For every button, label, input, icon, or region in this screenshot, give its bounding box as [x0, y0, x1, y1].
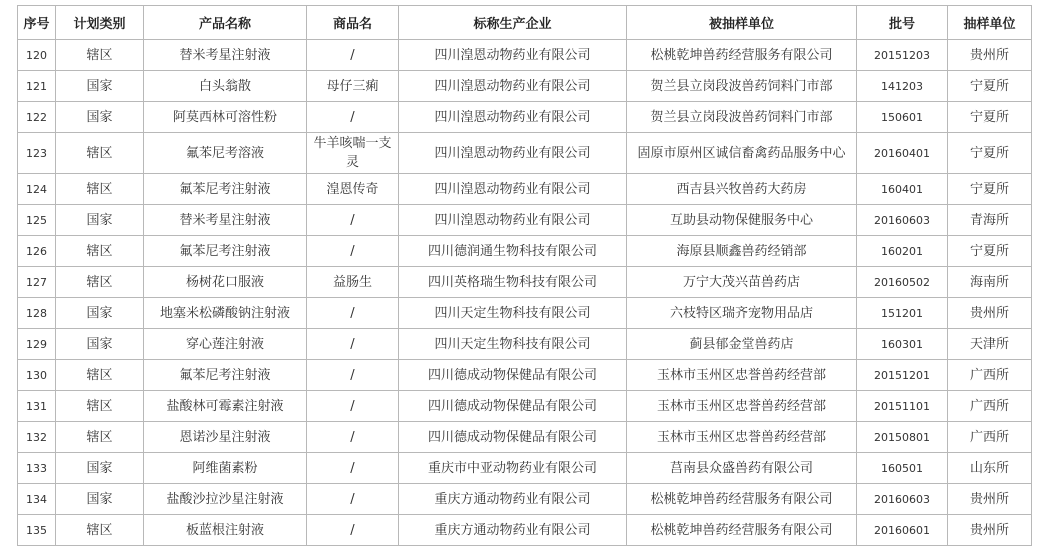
cell-batch: 20160603 [857, 205, 948, 236]
table-row [18, 71, 1032, 102]
table-row [18, 422, 1032, 453]
table-row [18, 133, 1032, 174]
table-row [18, 360, 1032, 391]
table-row [18, 174, 1032, 205]
cell-sampler: 宁夏所 [948, 102, 1032, 133]
cell-batch: 141203 [857, 71, 948, 102]
cell-trade-name: / [307, 205, 399, 236]
cell-index: 129 [18, 329, 56, 360]
cell-trade-name: 湟恩传奇 [307, 174, 399, 205]
cell-trade-name: / [307, 236, 399, 267]
cell-index: 131 [18, 391, 56, 422]
table-row [18, 391, 1032, 422]
cell-sampled-unit: 玉林市玉州区忠誉兽药经营部 [627, 360, 857, 391]
cell-manufacturer: 四川湟恩动物药业有限公司 [399, 174, 627, 205]
cell-plan-type: 国家 [56, 71, 144, 102]
cell-trade-name: / [307, 298, 399, 329]
cell-sampled-unit: 万宁大茂兴苗兽药店 [627, 267, 857, 298]
cell-sampled-unit: 贺兰县立岗段波兽药饲料门市部 [627, 71, 857, 102]
cell-plan-type: 辖区 [56, 236, 144, 267]
cell-batch: 20151101 [857, 391, 948, 422]
cell-trade-name: / [307, 102, 399, 133]
cell-index: 135 [18, 515, 56, 546]
cell-manufacturer: 四川湟恩动物药业有限公司 [399, 133, 627, 174]
cell-manufacturer: 四川湟恩动物药业有限公司 [399, 102, 627, 133]
cell-manufacturer: 重庆市中亚动物药业有限公司 [399, 453, 627, 484]
cell-trade-name: / [307, 329, 399, 360]
cell-sampled-unit: 贺兰县立岗段波兽药饲料门市部 [627, 102, 857, 133]
col-header-plan-type: 计划类别 [56, 6, 144, 40]
sampling-table [17, 5, 1032, 546]
cell-product-name: 盐酸沙拉沙星注射液 [144, 484, 307, 515]
cell-trade-name: 益肠生 [307, 267, 399, 298]
cell-sampled-unit: 互助县动物保健服务中心 [627, 205, 857, 236]
cell-plan-type: 国家 [56, 205, 144, 236]
cell-plan-type: 国家 [56, 329, 144, 360]
cell-sampler: 贵州所 [948, 484, 1032, 515]
cell-index: 125 [18, 205, 56, 236]
table-wrapper [17, 5, 1032, 546]
cell-product-name: 地塞米松磷酸钠注射液 [144, 298, 307, 329]
col-header-sampler: 抽样单位 [948, 6, 1032, 40]
cell-sampled-unit: 松桃乾坤兽药经营服务有限公司 [627, 515, 857, 546]
cell-batch: 160401 [857, 174, 948, 205]
cell-manufacturer: 四川德成动物保健品有限公司 [399, 422, 627, 453]
table-row [18, 267, 1032, 298]
table-row [18, 329, 1032, 360]
cell-index: 121 [18, 71, 56, 102]
cell-manufacturer: 四川德成动物保健品有限公司 [399, 360, 627, 391]
cell-plan-type: 辖区 [56, 174, 144, 205]
cell-product-name: 阿维菌素粉 [144, 453, 307, 484]
cell-trade-name: / [307, 360, 399, 391]
cell-product-name: 氟苯尼考注射液 [144, 174, 307, 205]
cell-manufacturer: 四川湟恩动物药业有限公司 [399, 205, 627, 236]
cell-product-name: 板蓝根注射液 [144, 515, 307, 546]
cell-batch: 20151201 [857, 360, 948, 391]
cell-sampler: 广西所 [948, 391, 1032, 422]
cell-batch: 20151203 [857, 40, 948, 71]
cell-manufacturer: 四川湟恩动物药业有限公司 [399, 71, 627, 102]
col-header-trade-name: 商品名 [307, 6, 399, 40]
cell-sampler: 青海所 [948, 205, 1032, 236]
cell-sampled-unit: 海原县顺鑫兽药经销部 [627, 236, 857, 267]
table-row [18, 205, 1032, 236]
cell-batch: 160501 [857, 453, 948, 484]
cell-plan-type: 辖区 [56, 422, 144, 453]
table-row [18, 298, 1032, 329]
cell-batch: 20150801 [857, 422, 948, 453]
cell-sampler: 贵州所 [948, 40, 1032, 71]
cell-manufacturer: 重庆方通动物药业有限公司 [399, 515, 627, 546]
cell-sampled-unit: 六枝特区瑞齐宠物用品店 [627, 298, 857, 329]
cell-plan-type: 国家 [56, 298, 144, 329]
cell-sampled-unit: 莒南县众盛兽药有限公司 [627, 453, 857, 484]
cell-plan-type: 国家 [56, 484, 144, 515]
table-row [18, 515, 1032, 546]
cell-trade-name: / [307, 40, 399, 71]
cell-manufacturer: 四川湟恩动物药业有限公司 [399, 40, 627, 71]
col-header-batch: 批号 [857, 6, 948, 40]
table-row [18, 40, 1032, 71]
cell-plan-type: 国家 [56, 102, 144, 133]
cell-sampler: 宁夏所 [948, 236, 1032, 267]
cell-batch: 20160601 [857, 515, 948, 546]
cell-product-name: 杨树花口服液 [144, 267, 307, 298]
cell-product-name: 替米考星注射液 [144, 205, 307, 236]
cell-sampler: 山东所 [948, 453, 1032, 484]
cell-trade-name: 母仔三痢 [307, 71, 399, 102]
cell-plan-type: 辖区 [56, 360, 144, 391]
cell-manufacturer: 四川英格瑞生物科技有限公司 [399, 267, 627, 298]
cell-product-name: 盐酸林可霉素注射液 [144, 391, 307, 422]
cell-trade-name: 牛羊咳喘一支灵 [307, 133, 399, 174]
cell-batch: 160201 [857, 236, 948, 267]
cell-trade-name: / [307, 484, 399, 515]
cell-manufacturer: 四川天定生物科技有限公司 [399, 298, 627, 329]
cell-batch: 150601 [857, 102, 948, 133]
cell-sampled-unit: 固原市原州区诚信畜禽药品服务中心 [627, 133, 857, 174]
cell-sampled-unit: 松桃乾坤兽药经营服务有限公司 [627, 484, 857, 515]
cell-sampler: 贵州所 [948, 298, 1032, 329]
cell-product-name: 氟苯尼考注射液 [144, 236, 307, 267]
table-row [18, 236, 1032, 267]
cell-index: 133 [18, 453, 56, 484]
cell-sampler: 广西所 [948, 422, 1032, 453]
cell-product-name: 氟苯尼考注射液 [144, 360, 307, 391]
cell-product-name: 氟苯尼考溶液 [144, 133, 307, 174]
cell-sampler: 广西所 [948, 360, 1032, 391]
col-header-manufacturer: 标称生产企业 [399, 6, 627, 40]
cell-index: 132 [18, 422, 56, 453]
cell-sampled-unit: 松桃乾坤兽药经营服务有限公司 [627, 40, 857, 71]
cell-trade-name: / [307, 515, 399, 546]
col-header-sampled-unit: 被抽样单位 [627, 6, 857, 40]
cell-batch: 151201 [857, 298, 948, 329]
cell-index: 130 [18, 360, 56, 391]
table-row [18, 102, 1032, 133]
cell-index: 134 [18, 484, 56, 515]
cell-product-name: 恩诺沙星注射液 [144, 422, 307, 453]
cell-index: 120 [18, 40, 56, 71]
table-row [18, 453, 1032, 484]
col-header-index: 序号 [18, 6, 56, 40]
cell-product-name: 白头翁散 [144, 71, 307, 102]
cell-index: 123 [18, 133, 56, 174]
cell-trade-name: / [307, 453, 399, 484]
table-row [18, 484, 1032, 515]
cell-batch: 20160603 [857, 484, 948, 515]
cell-plan-type: 辖区 [56, 391, 144, 422]
cell-sampled-unit: 玉林市玉州区忠誉兽药经营部 [627, 391, 857, 422]
cell-index: 127 [18, 267, 56, 298]
cell-plan-type: 国家 [56, 453, 144, 484]
cell-index: 128 [18, 298, 56, 329]
col-header-product-name: 产品名称 [144, 6, 307, 40]
header-row [18, 6, 1032, 40]
cell-manufacturer: 四川德成动物保健品有限公司 [399, 391, 627, 422]
cell-product-name: 穿心莲注射液 [144, 329, 307, 360]
cell-trade-name: / [307, 422, 399, 453]
cell-index: 126 [18, 236, 56, 267]
cell-sampler: 宁夏所 [948, 174, 1032, 205]
cell-sampled-unit: 蓟县郁金堂兽药店 [627, 329, 857, 360]
cell-batch: 20160401 [857, 133, 948, 174]
cell-sampler: 海南所 [948, 267, 1032, 298]
cell-sampler: 贵州所 [948, 515, 1032, 546]
cell-batch: 160301 [857, 329, 948, 360]
cell-plan-type: 辖区 [56, 40, 144, 71]
cell-sampled-unit: 玉林市玉州区忠誉兽药经营部 [627, 422, 857, 453]
cell-plan-type: 辖区 [56, 515, 144, 546]
cell-product-name: 阿莫西林可溶性粉 [144, 102, 307, 133]
cell-manufacturer: 重庆方通动物药业有限公司 [399, 484, 627, 515]
cell-batch: 20160502 [857, 267, 948, 298]
cell-sampler: 宁夏所 [948, 71, 1032, 102]
cell-plan-type: 辖区 [56, 267, 144, 298]
cell-manufacturer: 四川天定生物科技有限公司 [399, 329, 627, 360]
cell-product-name: 替米考星注射液 [144, 40, 307, 71]
cell-manufacturer: 四川德润通生物科技有限公司 [399, 236, 627, 267]
cell-trade-name: / [307, 391, 399, 422]
cell-index: 124 [18, 174, 56, 205]
cell-plan-type: 辖区 [56, 133, 144, 174]
cell-index: 122 [18, 102, 56, 133]
cell-sampled-unit: 西吉县兴牧兽药大药房 [627, 174, 857, 205]
cell-sampler: 天津所 [948, 329, 1032, 360]
cell-sampler: 宁夏所 [948, 133, 1032, 174]
